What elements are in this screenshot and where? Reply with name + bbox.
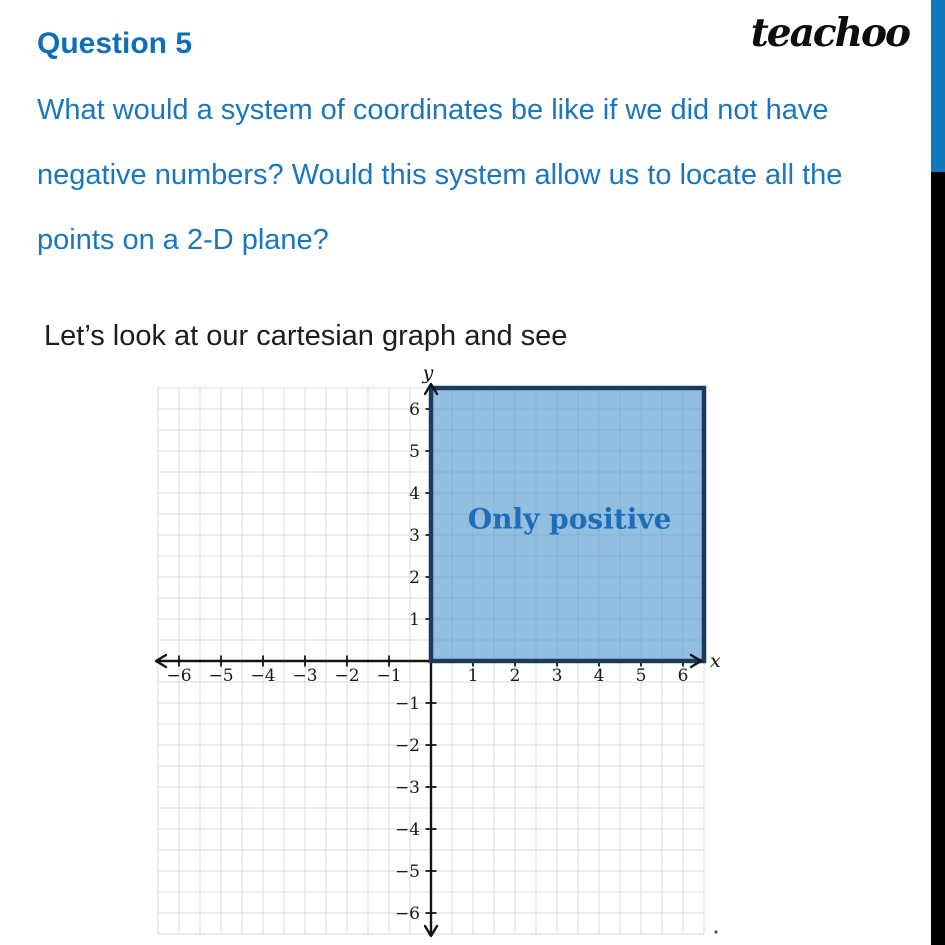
svg-text:5: 5 [635,666,647,686]
page-title: Question 5 [37,27,193,60]
svg-text:−2: −2 [334,666,360,686]
question-line-3: points on a 2-D plane? [37,224,329,256]
svg-text:2: 2 [509,666,521,686]
svg-text:1: 1 [467,666,479,686]
question-line-2: negative numbers? Would this system allow us to locate all the [37,159,843,191]
svg-text:−4: −4 [250,666,276,686]
x-axis-label: x [710,650,721,672]
svg-text:−3: −3 [394,778,420,798]
svg-text:5: 5 [409,442,420,462]
question-text [37,78,917,273]
y-axis-label: y [422,365,434,384]
svg-text:6: 6 [409,400,420,420]
accent-bar-blue [931,0,945,172]
svg-text:3: 3 [409,526,420,546]
quadrant-label: Only positive [467,502,672,536]
note-text: Let’s look at our cartesian graph and see [44,320,568,352]
svg-text:−5: −5 [208,666,234,686]
svg-text:1: 1 [409,610,420,630]
svg-text:−6: −6 [166,666,192,686]
svg-text:−6: −6 [394,904,420,924]
svg-text:2: 2 [409,568,420,588]
svg-text:−1: −1 [394,694,420,714]
accent-bar-black [931,172,945,945]
svg-text:3: 3 [551,666,563,686]
cartesian-graph [150,365,725,945]
svg-text:−3: −3 [292,666,318,686]
stray-dot [714,930,717,933]
svg-text:4: 4 [593,666,605,686]
question-line-1: What would a system of coordinates be like if we did not have [37,94,829,126]
svg-text:−5: −5 [394,862,420,882]
svg-text:−2: −2 [394,736,420,756]
svg-text:−1: −1 [376,666,402,686]
svg-text:−4: −4 [394,820,420,840]
svg-text:4: 4 [409,484,420,504]
svg-text:6: 6 [677,666,689,686]
teachoo-logo: teachoo [750,10,909,56]
